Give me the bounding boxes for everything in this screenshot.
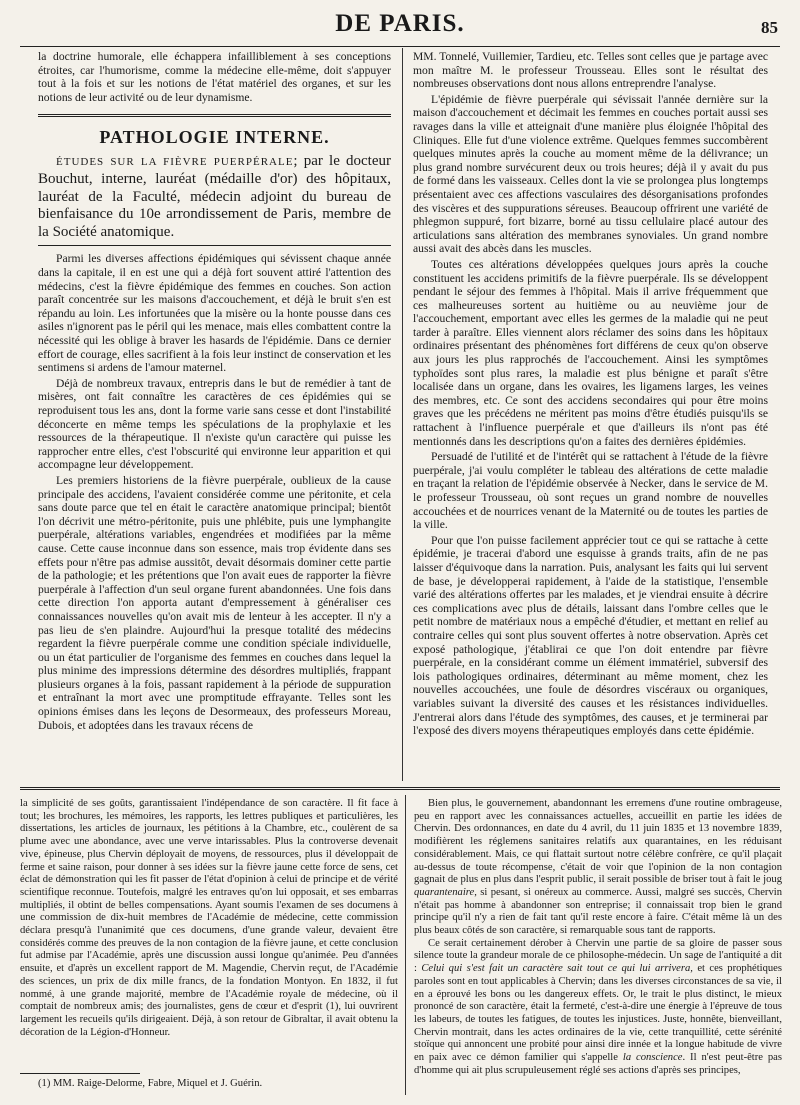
- right-column: [413, 50, 768, 775]
- feuilleton-italic: la conscience: [622, 1052, 683, 1064]
- feuilleton-left-column: [20, 798, 398, 1039]
- body-paragraph: Les premiers historiens de la fièvre puerpérale, oublieux de la cause principale des accidens, l'avaient considérée comme une péritonite, et cela sans doute parce que tel en était le caractère anatomique principal; bientôt l'on décrivit une métro-péritonite, puis une phlébite, puis une lymphangite puerpérale, altérations variables, engendrées et modifiées par la même cause. Cette cause inconnue dans son essence, mais trop évidente dans ses effets pour n'être pas admise aussitôt, devait désormais dominer cette partie de la pathologie; et les prétentions que l'on avait eues de rapporter la fièvre puerpérale à l'affection d'un seul organe furent abandonnées. Une fois dans cette direction l'on apporta autant d'empressement à généraliser ces connaissances nouvelles qu'on avait mis de lenteur à les accepter. Il n'y a pas lieu de s'en plaindre. Aujourd'hui la presque totalité des médecins regardent la fièvre puerpérale comme une condition spéciale individuelle, ou un état particulier de l'organisme des femmes en couches dans lequel la plus minime des impressions détermine des désordres multipliés, frappant plusieurs organes à la fois, passant rapidement à la période de suppuration et entraînant la mort avec une promptitude effrayante. Telles sont les opinions émises dans les leçons de Desormeaux, des professeurs Moreau, Dubois, et adoptées dans les travaux récens de: [38, 473, 391, 732]
- feuilleton-italic: quarantenaire: [414, 886, 475, 898]
- footnote: (1) MM. Raige-Delorme, Fabre, Miquel et J. Guérin.: [38, 1078, 263, 1089]
- body-paragraph: L'épidémie de fièvre puerpérale qui sévissait l'année dernière sur la maison d'accouchement et décimait les femmes en couches portait aussi ses ravages dans la ville et atteignait d'une manière plus éloignée l'hôpital des Cliniques. Elle fut d'une violence extrême. Quelques femmes succombèrent quelques minutes après la couche au moment même de la délivrance; un plus grand nombre survécurent deux ou trois heures; déjà il y avait du pus de formé dans les vaisseaux. Celles dont la vie se prolongea plus longtemps présentaient avec ces affections vasculaires des désorganisations profondes des viscères et des suppurations séreuses. Beaucoup offrirent une variété de phlegmon suppuré, fort bizarre, borné au tissu cellulaire placé autour des articulations sans altération des membranes synoviales. Un grand nombre aussi avait des abcès dans les muscles.: [413, 92, 768, 256]
- article-heading: [38, 153, 391, 242]
- body-paragraph: Persuadé de l'utilité et de l'intérêt qui se rattachent à l'étude de la fièvre puerpérale, j'ai voulu compléter le tableau des altérations de cette maladie en traçant la relation de l'épidémie observée à Necker, dans le service de M. le professeur Trousseau, où sont reçues un grand nombre de nouvelles accouchées et de nourrices venant de la Maternité ou de toutes les parties de la ville.: [413, 450, 768, 532]
- feuilleton-right-column: [414, 798, 782, 1077]
- left-column: [38, 50, 391, 770]
- feuilleton-text: et ces prophétiques paroles sont en tout applicables à Chervin; dans les diverses circonstances de sa vie, il en a éprouvé les bons ou les dangereux effets. Or, le trait le plus distinct, le mieux prononcé de son caractère, était la fermeté, c'est-à-dire une énergie à l'épreuve de tous les labeurs, de toutes les fatigues, de toutes les injustices. Juste, honnête, bienveillant, Chervin montrait, dans les actes ordinaires de la vie, cette tranquillité, cette sérénité stoïque qui annoncent une probité pour ainsi dire innée et la longue habitude de vivre en paix avec ce démon familier qui s'appelle: [414, 963, 782, 1064]
- running-title: DE PARIS.: [335, 10, 465, 37]
- body-paragraph: Parmi les diverses affections épidémiques qui sévissent chaque année dans la capitale, il en est une qui a déjà fort souvent attiré l'attention des médecins, c'est la fièvre épidémique des femmes en couches. Son action paraît concentrée sur les maisons d'accouchement, et déjà le bruit s'en est répandu au loin. Les infortunées que la misère ou la honte pousse dans ces asiles n'ignorent pas le péril qui les menace, mais elles combattent contre la nécessité qui les oblige à braver les hasards de l'épidémie. Dans ce dernier effort de courage, elles sacrifient à la fois leur instinct de conservation et les sentimens si ardens de l'amour maternel.: [38, 252, 391, 375]
- article-title: ÉTUDES SUR LA FIÈVRE PUERPÉRALE: [56, 155, 294, 168]
- intro-paragraph: la doctrine humorale, elle échappera infailliblement à ses conceptions étroites, car l'humorisme, comme la médecine elle-même, doit s'appuyer tout à la fois et sur les notions de l'état matériel des organes, et sur les notions de leur activité ou de leur dynamisme.: [38, 50, 391, 104]
- feuilleton-text: . Il n'est peut-être pas d'homme qui ait plus scrupuleusement réglé ses actions d'après ses principes,: [414, 1052, 783, 1076]
- section-title: PATHOLOGIE INTERNE.: [99, 127, 330, 148]
- footnote-rule: [20, 1073, 140, 1074]
- article-byline: ; par le docteur Bouchut, interne, lauréat (médaille d'or) des hôpitaux, lauréat de la Faculté, médecin adjoint du bureau de bienfaisance du 10e arrondissement de Paris, membre de la Société anatomique.: [38, 152, 392, 240]
- body-paragraph: Déjà de nombreux travaux, entrepris dans le but de remédier à tant de misères, ont fait connaître les caractères de ces épidémies qui se reproduisent tous les ans, dont la forme varie sans cesse et dont l'instabilité déconcerte en même temps les spéculations de la prophylaxie et les ressources de la thérapeutique. Il n'existe qu'un caractère qui puisse les rapprocher entre elles, c'est l'obscurité qui environne leur apparition et qui accompagne leur développement.: [38, 376, 391, 472]
- article-separator-rule: [20, 787, 780, 790]
- feuilleton-text: Ce serait certainement dérober à Chervin une partie de sa gloire de passer sous silence toute la grandeur morale de ce philosophe-médecin. Un sage de l'antiquité a dit :: [414, 937, 782, 975]
- body-paragraph: Pour que l'on puisse facilement apprécier tout ce qui se rattache à cette épidémie, je tracerai d'abord une esquisse à grands traits, afin de ne pas laisser d'équivoque dans la narration. Puis, analysant les faits qui lui servent de base, je développerai rapidement, à l'aide de la statistique, l'ensemble varié des altérations offertes par les malades, et je viendrai ensuite à décrire ces complications avec plus de détails, laissant dans l'ombre celles que le petit nombre de matériaux nous a empêché d'étudier, et mettant en relief au contraire celles qui sont plus souvent offertes à notre observation. Après cet exposé pathologique, j'établirai ce que l'on doit entendre par fièvre puerpérale, en la considérant comme un élément immatériel, subversif des lois pathologiques ordinaires, déterminant au même moment, chez les nouvelles accouchées, une foule de désordres viscéraux ou organiques, variables suivant la diversité des causes et les résistances individuelles. J'entrerai alors dans l'étude des symptômes, des causes, et je terminerai par l'exposé des divers moyens thérapeutiques employés dans cette épidémie.: [413, 533, 768, 738]
- column-divider: [402, 48, 403, 781]
- feuilleton-text: , si pesant, si onéreux au commerce. Aussi, malgré ses succès, Chervin n'était pas homme à abandonner son entreprise; il connaissait trop bien le grand principe qu'il n'y a rien de fait tant qu'il reste encore à faire. C'était même là un des plus beaux côtés de son caractère, si remarquable sous tant de rapports.: [414, 886, 782, 937]
- feuilleton-paragraph: [414, 798, 782, 938]
- body-paragraph: MM. Tonnelé, Vuillemier, Tardieu, etc. Telles sont celles que je partage avec mon maître M. le professeur Trousseau. Elles sont le résultat des nombreuses observations dont nous allons entreprendre l'analyse.: [413, 50, 768, 91]
- feuilleton-text: Bien plus, le gouvernement, abandonnant les erremens d'une routine ombrageuse, peu en rapport avec les connaissances actuelles, accueillit en partie les idées de Chervin. Des ordonnances, en date du 4 avril, du 11 juin 1835 et 13 novembre 1839, modifièrent les réglemens sanitaires relatifs aux quarantaines, en les réduisant considérablement. Mais, ce qui flattait surtout notre célèbre confrère, ce qu'il plaçait au-dessus de toute récompense, c'était de voir que l'opinion de la non contagion gagnait de plus en plus dans l'esprit public, il serait possible de briser tout à fait le joug: [414, 798, 782, 886]
- page-header: [20, 10, 780, 42]
- body-paragraph: Toutes ces altérations développées quelques jours après la couche constituent les accidens primitifs de la fièvre puerpérale. Ils se développent pendant le séjour des femmes à l'hôpital. Mais il arrive fréquemment que ces malheureuses sortent au huitième ou au neuvième jour de l'accouchement, emportant avec elles les germes de la maladie qui ne peut tarder à paraître. Elles viennent alors réclamer des soins dans les hôpitaux ordinaires présentant des phénomènes fort différens de ceux qu'on observe aux jours les plus rapprochés de l'accouchement. Ainsi les symptômes typhoïdes sont plus rares, la maladie est plus bénigne et paraît s'être localisée dans un organe, dans les ovaires, les ligamens larges, les veines des membres, etc. Ce sont des accidens secondaires qui pour être moins graves que les précédens ne méritent pas moins d'être étudiés puisqu'ils se rattachent à l'influence puerpérale et que d'ailleurs ils n'ont pas été mentionnés dans les descriptions qu'on a faites des dernières épidémies.: [413, 257, 768, 448]
- heading-rule: [38, 245, 391, 246]
- section-divider: [38, 114, 391, 117]
- feuilleton-paragraph: [414, 938, 782, 1078]
- feuilleton-column-divider: [405, 795, 406, 1095]
- page-number: 85: [761, 18, 778, 37]
- feuilleton-quote: Celui qui s'est fait un caractère sait tout ce qui lui arrivera,: [421, 963, 693, 975]
- header-rule: [20, 46, 780, 47]
- feuilleton-paragraph: la simplicité de ses goûts, garantissaient l'indépendance de son caractère. Il fit face à tout; les brochures, les mémoires, les rapports, les lettres publiques et particulières, les dissertations, les articles de journaux, les pétitions à la Chambre, etc., coulèrent de sa plume avec une abondance, avec une verve intarissables. Plus la controverse devenait vive, épineuse, plus Chervin déployait de moyens, de ressources, plus il développait de ferme et saine raison, pour donner à ses idées sur la fièvre jaune cette force de sens, cet éclat de démonstration qui les fit passer de l'état d'opinion à celui de principe et de vérité scientifique reconnue. Toutefois, malgré les entraves qu'on lui opposait, et ses embarras multipliés, il obtint de belles compensations. Ayant soumis l'examen de ses documens à une commission de dix-huit membres de l'Académie de médecine, cette commission déclara presqu'à l'unanimité que ces documens, d'une grande valeur, devaient être considérés comme des preuves de la non contagion de la fièvre jaune, et cette conclusion fut admise par l'Académie, après une discussion aussi longue qu'animée. Peu d'années ensuite, et d'après un excellent rapport de M. Magendie, Chervin reçut, de l'Académie des sciences, un prix de dix mille francs, de la fondation Montyon. En 1832, il fut nommé, à une grande majorité, membre de l'Académie royale de médecine, où il comptait de nombreux amis; des journalistes, gens de cœur et d'esprit (1), lui ouvrirent largement les recueils qu'ils dirigeaient. Déjà, à son retour de Gibraltar, il avait obtenu la décoration de la Légion-d'Honneur.: [20, 798, 398, 1038]
